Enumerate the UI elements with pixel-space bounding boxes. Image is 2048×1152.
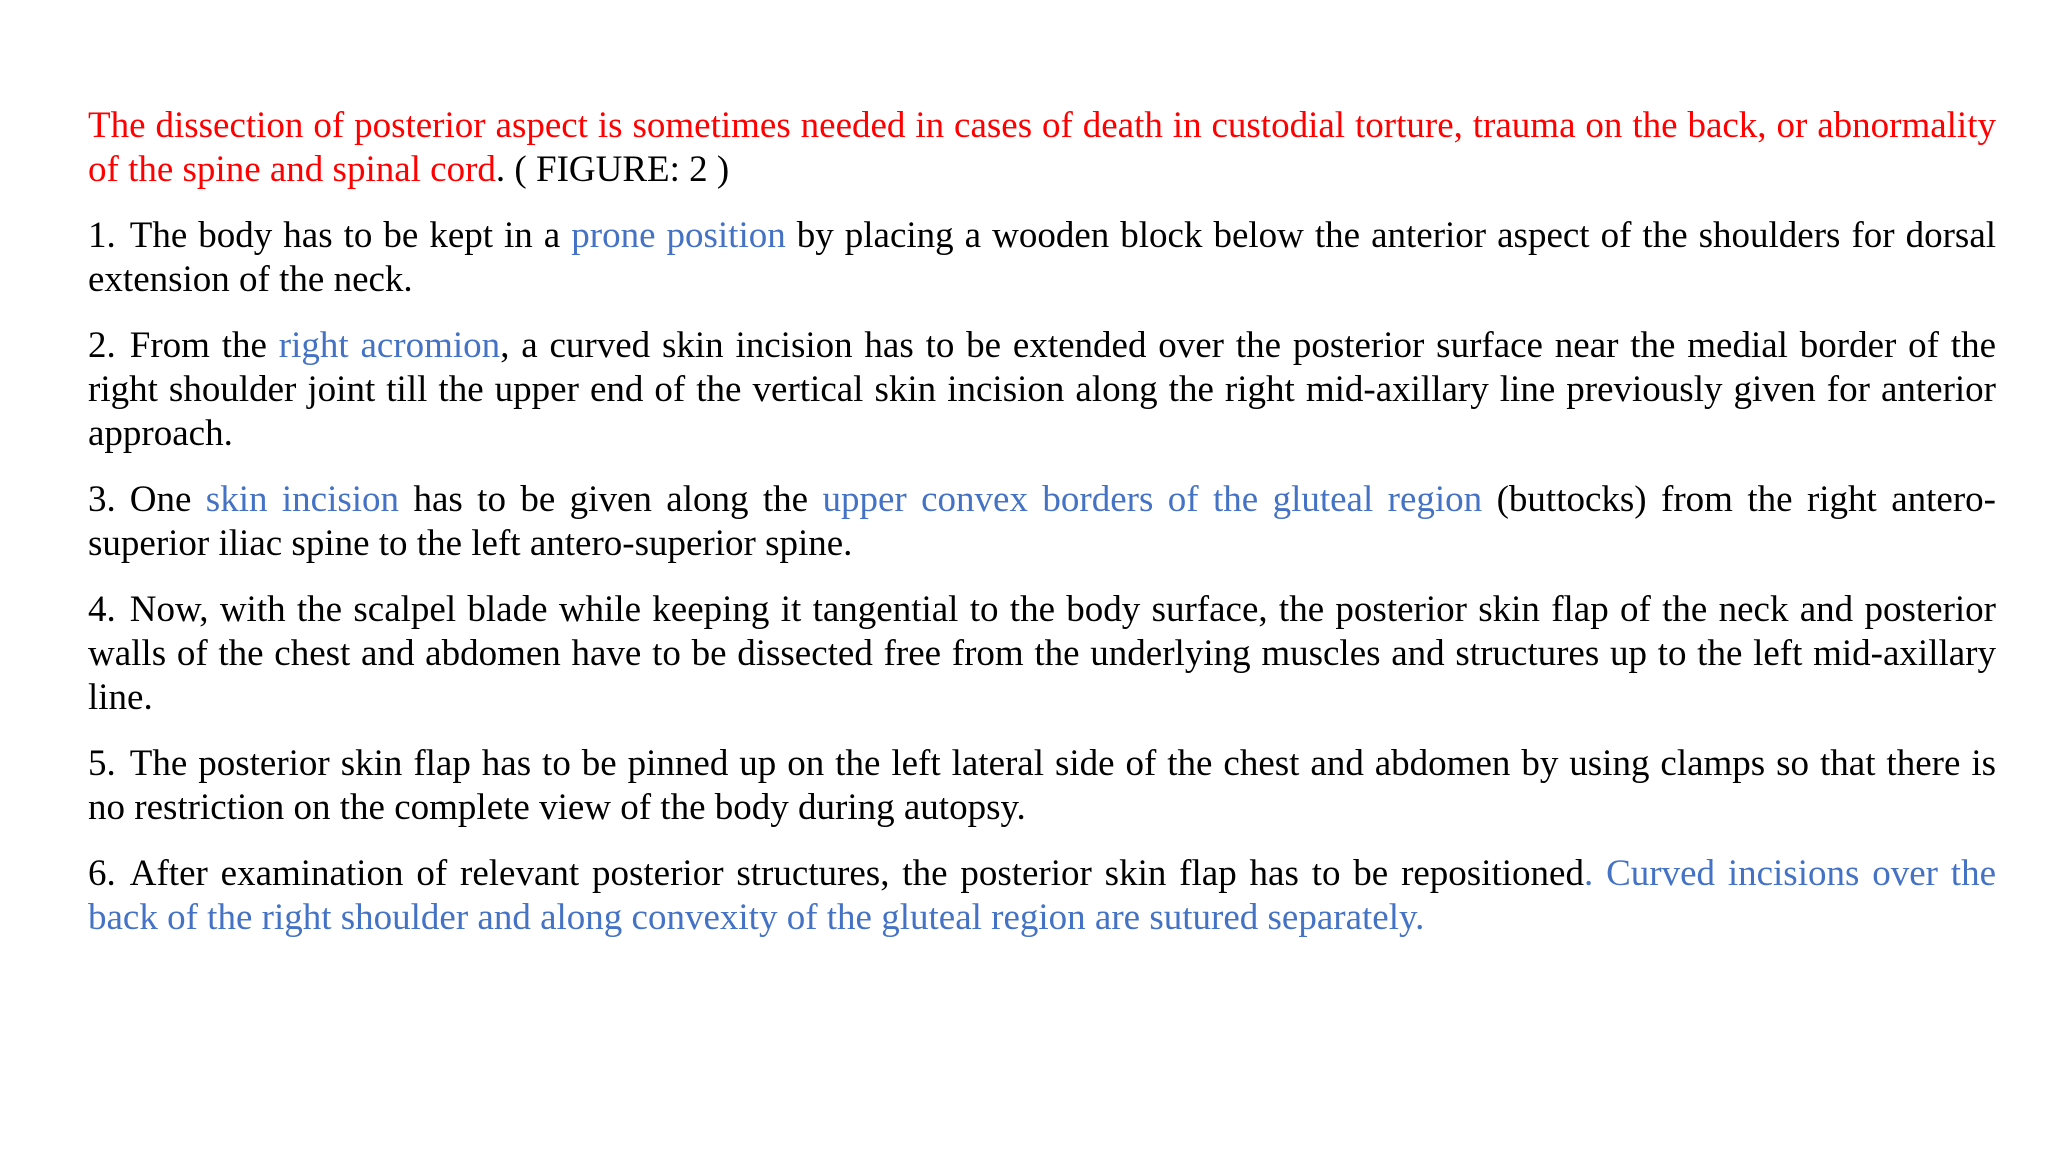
step-text: From the bbox=[129, 325, 279, 366]
intro-paragraph bbox=[88, 104, 1996, 192]
step-3 bbox=[88, 478, 1996, 566]
step-number: 2. bbox=[88, 325, 116, 366]
step-text: (buttocks) from the right antero-superior iliac spine to the left antero-superior spine. bbox=[88, 479, 1996, 564]
step-text: has to be given along the bbox=[399, 479, 823, 520]
intro-figure-ref: . ( FIGURE: 2 ) bbox=[495, 149, 730, 190]
step-text: The body has to be kept in a bbox=[129, 215, 572, 256]
step-text: by placing a wooden block below the anterior aspect of the shoulders for dorsal extension of the neck. bbox=[88, 215, 1997, 300]
step-1 bbox=[88, 214, 1996, 302]
step-highlight: . Curved incisions over the back of the right shoulder and along convexity of the gluteal region are sutured separately. bbox=[88, 853, 1996, 938]
step-text: The posterior skin flap has to be pinned up on the left lateral side of the chest and abdomen by using clamps so that there is no restriction on the complete view of the body during autopsy. bbox=[88, 743, 1996, 828]
step-highlight: right acromion bbox=[278, 325, 501, 366]
step-number: 1. bbox=[88, 215, 116, 256]
step-text: , a curved skin incision has to be extended over the posterior surface near the medial border of the right shoulder joint till the upper end of the vertical skin incision along the right mid-axillary line previously given for anterior approach. bbox=[88, 325, 1996, 454]
step-number: 6. bbox=[88, 853, 116, 894]
step-text: Now, with the scalpel blade while keeping it tangential to the body surface, the posterior skin flap of the neck and posterior walls of the chest and abdomen have to be dissected free from the underlying muscles and structures up to the left mid-axillary line. bbox=[88, 589, 1996, 718]
step-number: 4. bbox=[88, 589, 116, 630]
step-6 bbox=[88, 852, 1996, 940]
slide-content bbox=[88, 104, 1996, 962]
step-highlight: upper convex borders of the gluteal region bbox=[822, 479, 1483, 520]
step-highlight: prone position bbox=[571, 215, 786, 256]
intro-highlight: The dissection of posterior aspect is sometimes needed in cases of death in custodial torture, trauma on the back, or abnormality of the spine and spinal cord bbox=[88, 105, 1996, 190]
step-number: 5. bbox=[88, 743, 116, 784]
step-text: One bbox=[129, 479, 206, 520]
step-2 bbox=[88, 324, 1996, 456]
step-4 bbox=[88, 588, 1996, 720]
step-5 bbox=[88, 742, 1996, 830]
step-text: After examination of relevant posterior structures, the posterior skin flap has to be repositioned bbox=[129, 853, 1584, 894]
step-highlight: skin incision bbox=[205, 479, 400, 520]
step-number: 3. bbox=[88, 479, 116, 520]
